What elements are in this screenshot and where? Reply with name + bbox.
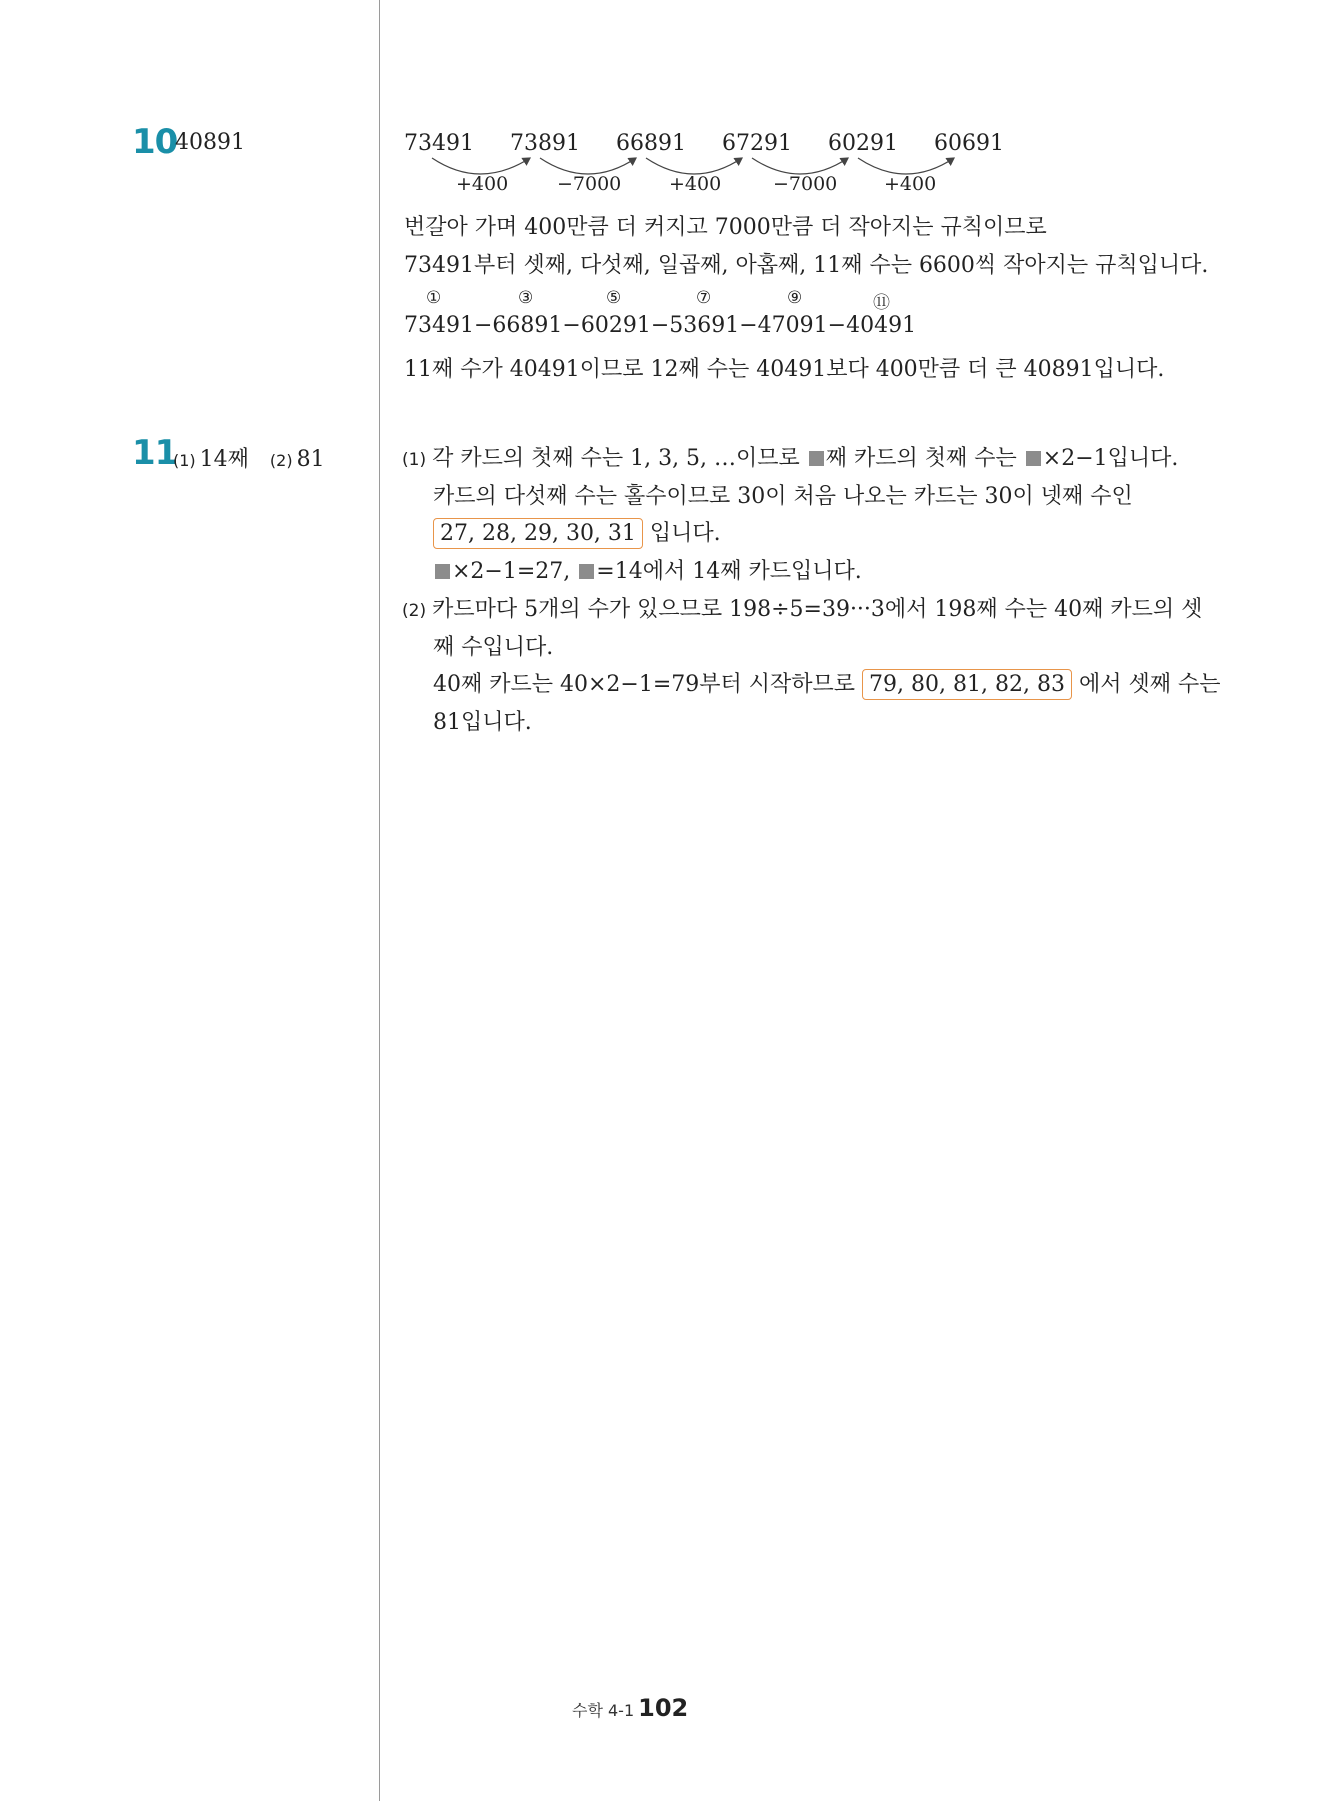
q11-part1-line-1 [402,441,1178,472]
circle-mark-1: ① [426,288,442,308]
part-2-label: (2) [402,601,427,621]
seq-diff-1: +400 [456,173,509,195]
p2-text-b: 40째 카드는 40×2−1=79부터 시작하므로 [433,672,856,697]
answer-2-label: (2) [269,451,293,470]
seq-term-2: 73891 [510,131,580,156]
seq-term-6: 60691 [934,131,1004,156]
seq-diff-5: +400 [884,173,937,195]
boxed-numbers-27-31: 27, 28, 29, 30, 31 [433,518,643,549]
square-symbol [579,564,594,579]
square-symbol [435,564,450,579]
arrow-5 [858,158,954,174]
seq-term-4: 67291 [722,131,792,156]
q11-part2-line-3 [433,667,1220,698]
circle-mark-9: ⑨ [787,288,803,308]
column-divider [379,0,380,1801]
question-11-answer [173,442,325,473]
arrow-3 [646,158,742,174]
question-11-number: 11 [132,433,178,473]
circle-mark-3: ③ [518,288,534,308]
q11-part1-line-3 [433,516,721,547]
p1-text-e: ×2−1=27, [452,559,571,584]
circle-mark-5: ⑤ [606,288,622,308]
square-symbol [809,451,824,466]
square-symbol [1026,451,1041,466]
question-10-answer: 40891 [175,130,245,155]
seq-diff-3: +400 [669,173,722,195]
page-footer [572,1694,688,1722]
q10-chain: 73491−66891−60291−53691−47091−40491 [404,313,917,338]
circle-mark-7: ⑦ [696,288,712,308]
p1-text-b: 째 카드의 첫째 수는 [825,446,1017,471]
seq-term-5: 60291 [828,131,898,156]
p1-text-c: ×2−1입니다. [1042,446,1179,471]
q10-explain-line-1: 번갈아 가며 400만큼 더 커지고 7000만큼 더 작아지는 규칙이므로 [404,215,1047,240]
arrow-2 [540,158,636,174]
footer-subject: 수학 4-1 [572,1701,635,1720]
p1-text-f: =14에서 14째 카드입니다. [596,559,862,584]
arrow-1 [432,158,530,174]
seq-diff-4: −7000 [773,173,838,195]
p1-text-d: 입니다. [649,521,721,546]
q10-explain-line-3: 11째 수가 40491이므로 12째 수는 40491보다 400만큼 더 큰 40891입니다. [404,357,1165,382]
q11-part2-line-2: 째 수입니다. [433,635,554,660]
circle-mark-11: ⑪ [873,293,890,313]
page-number: 102 [638,1694,689,1722]
p1-text-a: 각 카드의 첫째 수는 1, 3, 5, …이므로 [432,446,800,471]
q11-part2-line-4: 81입니다. [433,710,532,735]
seq-term-1: 73491 [404,131,474,156]
p2-text-c: 에서 셋째 수는 [1078,672,1221,697]
answer-2-value: 81 [296,447,325,472]
p2-text-a: 카드마다 5개의 수가 있으므로 198÷5=39···3에서 198째 수는 40째 카드의 셋 [432,597,1203,622]
boxed-numbers-79-83: 79, 80, 81, 82, 83 [862,669,1072,700]
q10-explain-line-2: 73491부터 셋째, 다섯째, 일곱째, 아홉째, 11째 수는 6600씩 작아지는 규칙입니다. [404,253,1209,278]
answer-1-value: 14째 [199,447,249,472]
q11-part1-line-2: 카드의 다섯째 수는 홀수이므로 30이 처음 나오는 카드는 30이 넷째 수인 [433,484,1133,509]
arrow-4 [752,158,848,174]
seq-diff-2: −7000 [557,173,622,195]
answer-1-label: (1) [173,451,196,470]
q11-part1-line-4 [433,554,862,585]
q11-part2-line-1 [402,592,1202,623]
seq-term-3: 66891 [616,131,686,156]
part-1-label: (1) [402,450,427,470]
question-10-number: 10 [132,122,178,162]
